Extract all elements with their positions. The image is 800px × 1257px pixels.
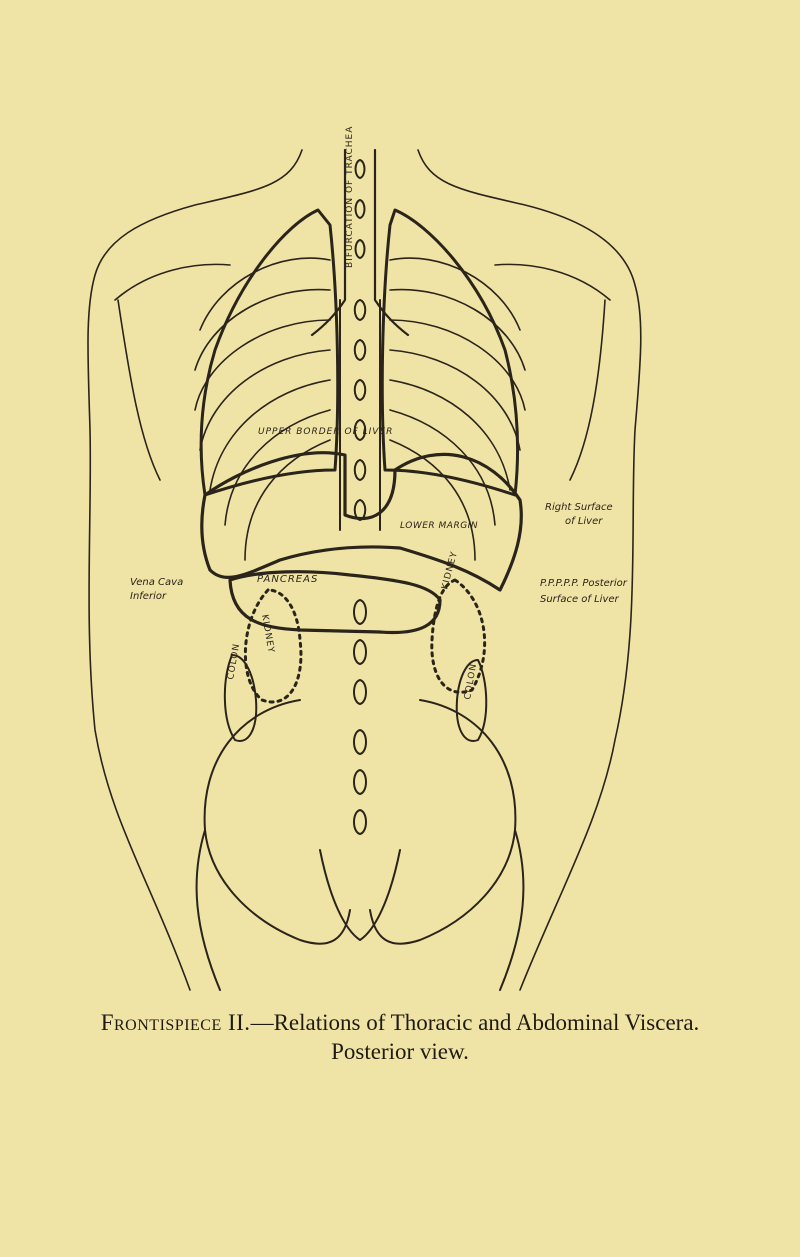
upper-border-label: UPPER BORDER OF LIVER xyxy=(258,427,394,437)
pelvis-left xyxy=(197,700,350,990)
ribs-left xyxy=(195,258,330,560)
sacrum xyxy=(320,850,400,940)
kidney-left-label: KIDNEY xyxy=(259,613,276,655)
figure-caption xyxy=(0,1008,800,1066)
right-surface-label-line2: of Liver xyxy=(565,516,603,527)
colon-right-label: COLON xyxy=(463,662,480,701)
caption-line-2: Posterior view. xyxy=(331,1039,469,1064)
posterior-label-line1: P.P.P.P.P. Posterior xyxy=(540,578,627,589)
pancreas-label: PANCREAS xyxy=(257,574,319,585)
posterior-label-line2: Surface of Liver xyxy=(540,594,619,605)
vena-cava-label-line2: Inferior xyxy=(130,591,167,602)
kidney-right-label: KIDNEY xyxy=(440,550,461,591)
caption-line-1 xyxy=(0,1008,800,1037)
lower-margin-label: LOWER MARGIN xyxy=(400,521,479,531)
torso-outline-left xyxy=(88,150,302,990)
pelvis-right xyxy=(370,700,523,990)
bifurcation-label: BIFURCATION OF TRACHEA xyxy=(345,125,355,268)
vena-cava-label-line1: Vena Cava xyxy=(130,577,184,588)
colon-left-label: COLON xyxy=(226,642,243,681)
caption-title: —Relations of Thoracic and Abdominal Viscera. xyxy=(250,1010,700,1035)
ribs-right xyxy=(390,258,525,560)
right-surface-label-line1: Right Surface xyxy=(545,502,613,513)
caption-label: Frontispiece II. xyxy=(100,1010,251,1035)
